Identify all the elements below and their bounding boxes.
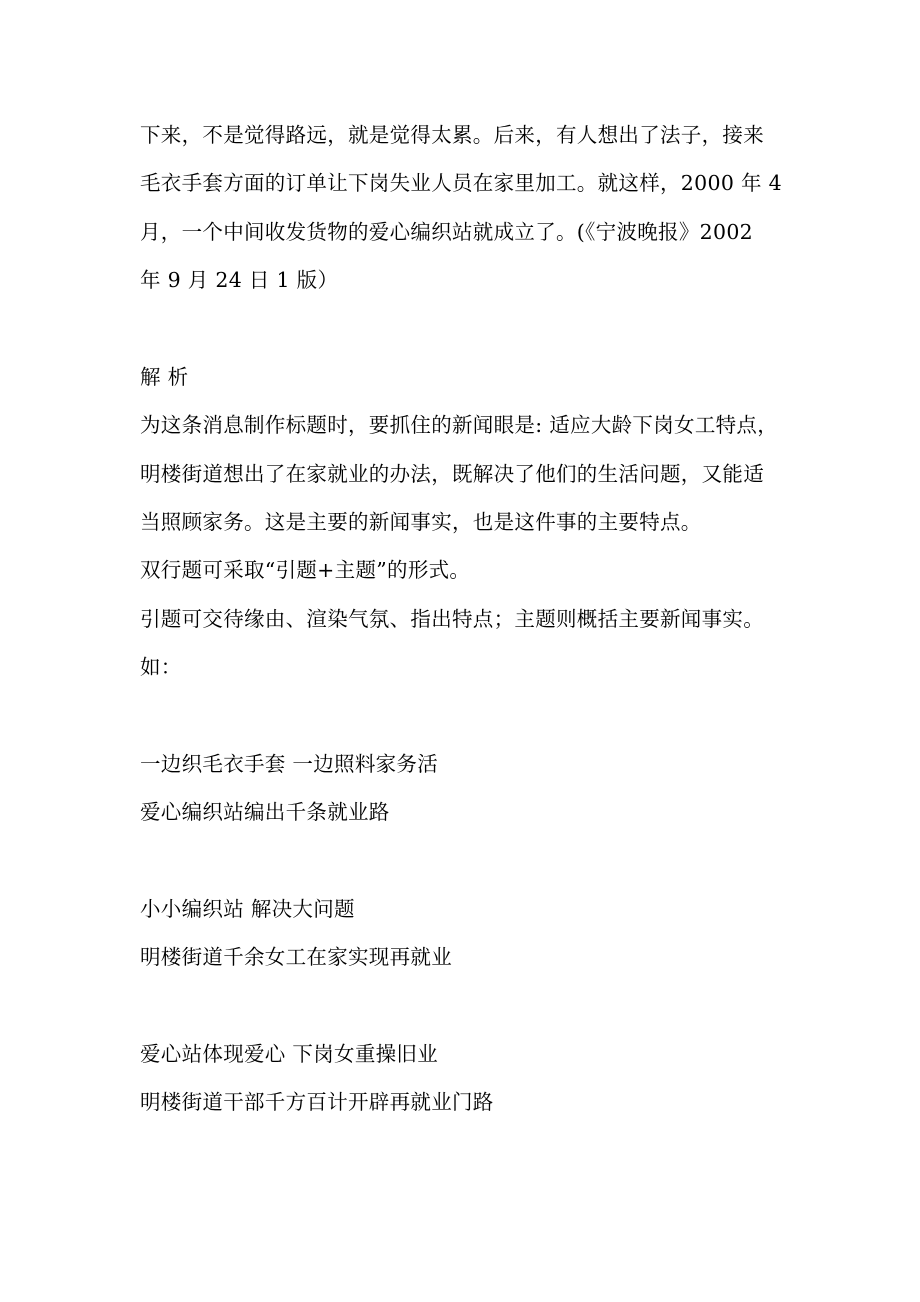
article-line-2: 毛衣手套方面的订单让下岗失业人员在家里加工。就这样，2000 年 4 <box>140 171 782 195</box>
example-2-lead-title: 小小编织站 解决大问题 <box>140 897 355 921</box>
article-line-3: 月，一个中间收发货物的爱心编织站就成立了。(《宁波晚报》2002 <box>140 220 754 244</box>
example-1-lead-title: 一边织毛衣手套 一边照料家务活 <box>140 752 439 776</box>
article-line-1: 下来，不是觉得路远，就是觉得太累。后来，有人想出了法子，接来 <box>140 123 764 147</box>
analysis-line-3: 当照顾家务。这是主要的新闻事实，也是这件事的主要特点。 <box>140 510 702 534</box>
analysis-line-1: 为这条消息制作标题时，要抓住的新闻眼是: 适应大龄下岗女工特点， <box>140 413 779 437</box>
analysis-line-4: 双行题可采取“引题+主题”的形式。 <box>140 558 471 582</box>
analysis-line-2: 明楼街道想出了在家就业的办法，既解决了他们的生活问题，又能适 <box>140 462 764 486</box>
example-3-main-title: 明楼街道干部千方百计开辟再就业门路 <box>140 1090 494 1114</box>
example-3-lead-title: 爱心站体现爱心 下岗女重操旧业 <box>140 1042 439 1066</box>
example-1-main-title: 爱心编织站编出千条就业路 <box>140 800 390 824</box>
article-line-4: 年 9 月 24 日 1 版） <box>140 268 339 292</box>
example-2-main-title: 明楼街道千余女工在家实现再就业 <box>140 945 452 969</box>
analysis-line-6: 如： <box>140 655 182 679</box>
analysis-line-5: 引题可交待缘由、渲染气氛、指出特点；主题则概括主要新闻事实。 <box>140 607 764 631</box>
analysis-heading: 解 析 <box>140 365 189 389</box>
